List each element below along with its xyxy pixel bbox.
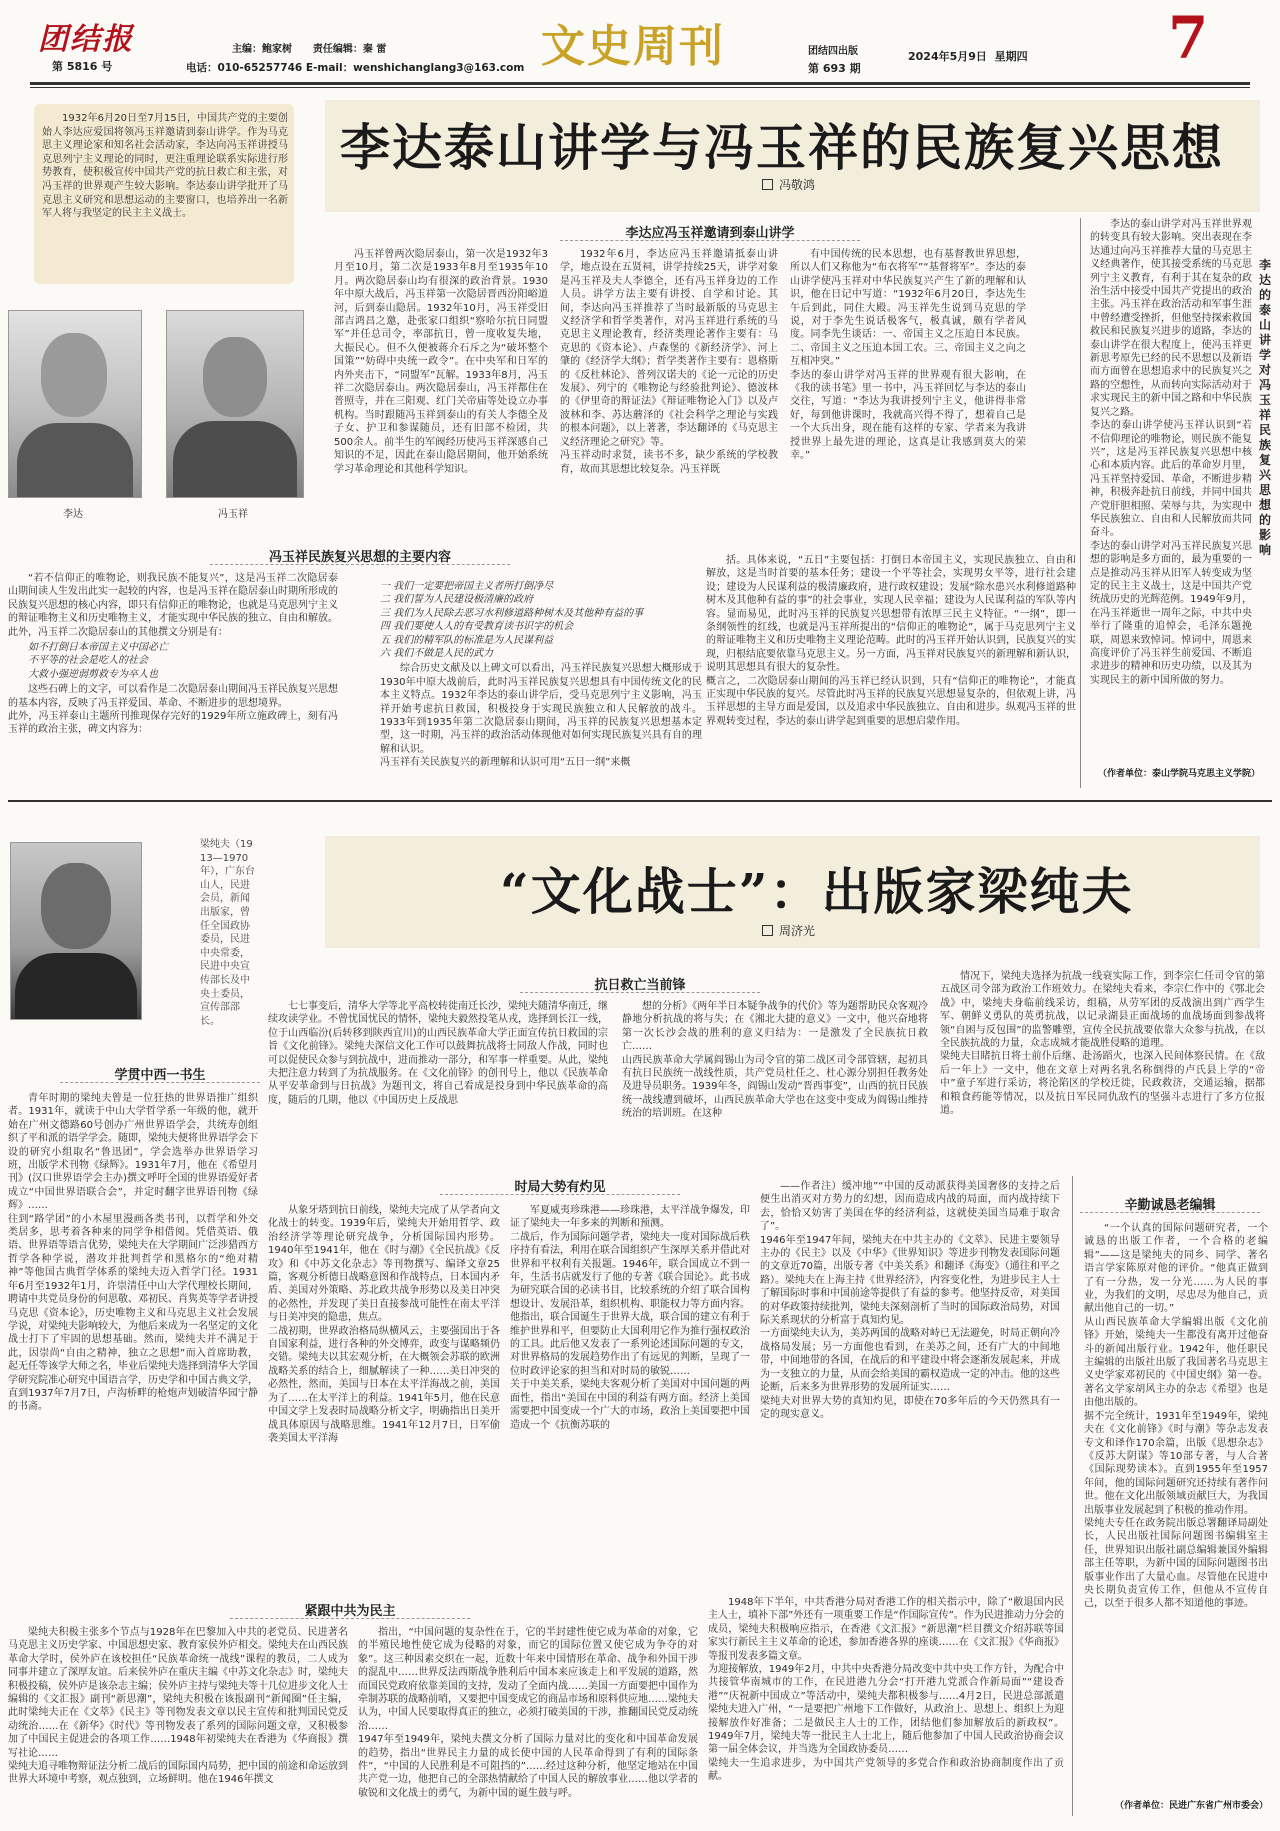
article1-col4-sign: （作者单位：泰山学院马克思主义学院）	[1097, 769, 1260, 779]
portrait-head-shape	[203, 337, 267, 417]
article1-lede: 1932年6月20日至7月15日，中国共产党的主要创始人李达应爱国将领冯玉祥邀请到泰山讲学。作为马克思主义理论家和知名社会活动家，李达向冯玉祥讲授马克思列宁主义理论的同时，更注重理论联系实际进行形势教育，使积极宣传中国共产党的抗日救亡和主张，对冯玉祥的世界观产生较大影响。李达泰山讲学批开了马克思主义研究和思想运动的主要窗口，也培养出一名新军人将与我坚定的民主主义战士。	[42, 113, 288, 220]
article2-subhead-3: 时局大势有灼见	[514, 1180, 606, 1195]
article2-col7: ——作者注）缓冲地”“中国的反动派获得美国奢侈的支持之后便生出消灭对方势力的幻想，因而造成内战的局面，而内战持续下去，恰恰又妨害了美国在华的经济利益，这就使美国当局难于取舍了”。 1946年至1947年间，梁纯夫在中共主办的《文萃》、民进主要领导主办的《民主》以及《中华》《世界知识》等进步刊物发表国际问题的文章近70篇，出版专著《中美关系》和翻译《海变》（通往和平之路）。梁纯夫在上海主持《世界经济》，内容变化性，为进步民主人士了解国际时事和中国前途等提供了有益的参考。他坚持反帝，对美国的对华政策持续批判，梁纯夫深刻剖析了当时的国际政治局势，对国际关系现状的分析富于真知灼见。 一方面梁纯夫认为，美苏两国的战略对峙已无法避免，时局正朝向冷战格局发展；另一方面他也看到，在美苏之间，还有广大的中间地带，中间地带的各国，在战后的和平建设中将会逐渐发展起来，并成为一支独立的力量，从而会给美国的霸权造成一定的冲击。他的这些论断，后来多为世界形势的发展所证实…… 梁纯夫对世界大势的真知灼见，即使在70多年后的今天仍然具有一定的现实意义。	[760, 1181, 1060, 1420]
column-divider	[1072, 1176, 1073, 1816]
masthead	[0, 0, 1280, 86]
list-item: 四 我们要使人人的有受教育读书识字的机会	[380, 621, 574, 633]
article2-col5: 从象牙塔到抗日前线，梁纯夫完成了从学者向文化战士的转变。1939年后，梁纯夫开始用哲学、政治经济学等理论研究战争，分析国际国内形势。1940年至1941年，他在《时与潮》《全民抗战》《反攻》和《中苏文化杂志》等刊物撰写、编译文章25篇，客观分析德日战略意图和作战特点，日本国内矛盾、美国对外策略、苏北政共战争形势以及美日冲突的必然性，并发现了美日直接参战可能性在南太平洋与日美冲突的隐患，焦点。 二战初期，世界政治格局纵横风云，主要强国出于各自国家利益，进行各种的外交博弈，政变与谋略频仍交错。梁纯夫以其宏观分析，在大概领会苏联的欧洲战略关系的结合上，细腻解读了一种……美日冲突的必然性，然而，美国与日本在太平洋海战之前，美国为了……在太平洋上的利益。1941年5月，他在民意中国文学上发表时局战略分析文字，明确指出日美开战具体原因与战略思维。1941年12月7日，日军偷袭美国太平洋海	[268, 1205, 500, 1444]
list-item: 大救小强逆弱剪救专为卒人也	[28, 668, 158, 680]
article1-col1: 冯玉祥曾两次隐居泰山，第一次是1932年3月至10月，第二次是1933年8月至1935年10月。两次隐居泰山均有很深的政治背景。1930年中原大战后，冯玉祥第一次隐居晋西汾阳峪道河，后到泰山隐居。1932年10月，冯玉祥受旧部吉鸿昌之邀，赴张家口组织“察哈尔抗日同盟军”并任总司令，率部抗日，曾一度收复失地，大振民心。但不久便被蒋介石斥之为“破坏整个国策”“妨碍中央统一政令”。在中央军和日军的内外夹击下，“同盟军”瓦解。1933年8月，冯玉祥二次隐居泰山。两次隐居泰山，冯玉祥都住在普照寺，并在三阳观、红门关帝庙等处设立办事机构。当时跟随冯玉祥到泰山的有关人李德全及子女、护卫和参谋随员，还有旧部不检团，共500余人。前半生的军阀经历使冯玉祥深感自己知识的不足，因此在泰山隐居期间，他开始系统学习革命理论和其他科学知识。	[334, 249, 548, 475]
article1-bottom-col1	[8, 572, 338, 782]
issue-date: 2024年5月9日 星期四	[908, 50, 1028, 63]
article1-col2: 1932年6月，李达应冯玉祥邀请抵泰山讲学，地点设在五贤祠，讲学持续25天，讲学对象是冯玉祥及夫人李德全，还有冯玉祥身边的工作人员。讲学方法主要有讲授、自学和讨论。其间，李达向冯玉祥推荐了当时最新版的马克思主义经济学和哲学类著作，对冯玉祥进行系统的马克思主义理论教育，经济类理论著作主要有：马克思的《资本论》、卢森堡的《新经济学》、河上肇的《经济学大纲》；哲学类著作主要有：恩格斯的《反杜林论》、普列汉诺夫的《论一元论的历史发展》、列宁的《唯物论与经验批判论》、德波林的《伊里奇的辩证法》《辩证唯物论入门》以及卢波林和李、苏达蘑泽的《社会科学之理论与实践的根本问题》，以上著著，李达翻译的《马克思主义经济理论之研究》等。 冯玉祥动时求贤，读书不多，缺少系统的学校教育，故而其思想比较复杂。冯玉祥既	[560, 249, 778, 475]
portrait-head-shape	[41, 333, 107, 417]
article2-author	[762, 922, 815, 939]
subhead-rule	[1080, 1212, 1260, 1213]
article2-author-name: 周济光	[779, 924, 816, 938]
subhead-rule	[210, 564, 510, 565]
stele-list-left	[28, 641, 338, 681]
column-divider	[1080, 218, 1081, 788]
article1-vertical-subhead: 李达的泰山讲学对冯玉祥民族复兴思想的影响	[1258, 258, 1271, 557]
article2-subhead-5: 紧跟中共为民主	[304, 1604, 396, 1619]
portrait-head-shape	[41, 863, 111, 949]
article1-col4: 李达的泰山讲学对冯玉祥世界观的转变具有较大影响。突出表现在李达通过向冯玉祥推荐大量的马克思主义经典著作，使其接受系统的马克思列宁主义教育，有利于其在复杂的政治生活中接受中国共产党提出的政治主张。冯玉祥在政治活动和军事生涯中曾经遭受挫折，但他坚持探索救国救民和民族复兴进步的道路，李达的泰山讲学在很大程度上，使冯玉祥更新思考原先已经的民不思想以及新语而方面曾在思想追求中的民族复兴之路的空想性，从而转向实际活动对于求实现民主的新中国之路和中华民族复兴之路。 李达的泰山讲学使冯玉祥认识到“若不信仰理论的唯物论，则民族不能复兴”，这是冯玉祥民族复兴思想中核心和本质内容。此后的革命岁月里，冯玉祥坚持爱国、革命，不断进步精神，积极奔赴抗日前线，并同中国共产党肝胆相照、荣辱与共，为实现中华民族独立、自由和人民解放而共同奋斗。 李达的泰山讲学对冯玉祥民族复兴思想的影响是多方面的，最为重要的一点是推动冯玉祥从旧军人转变成为坚定的民主主义战士，这是中国共产党统战历史的光辉范例。1949年9月，在冯玉祥逝世一周年之际，中共中央举行了隆重的追悼会，毛泽东题挽联，周恩来致悼词。悼词中，周恩来高度评价了冯玉祥生前爱国、不断追求进步的精神和历史功绩，以及其为实现民主的新中国所做的努力。	[1090, 219, 1252, 686]
article1-subhead-2: 冯玉祥民族复兴思想的主要内容	[268, 550, 451, 565]
article1-bottom-col2	[380, 580, 702, 780]
portrait-body-shape	[15, 953, 137, 1020]
page-number: 7	[1168, 4, 1209, 72]
article2-subhead-2: 抗日救亡当前锋	[594, 978, 686, 993]
list-item: 不平等的社会是吃人的社会	[28, 655, 148, 667]
portrait-liang-chunfu	[10, 842, 142, 1020]
article2-col8: “一个认真的国际问题研究者，一个诚恳的出版工作者，一个合格的老编辑”——这是梁纯夫的同乡、同学、著名语言学家陈原对他的评价。“他真正做到了有一分热，发一分光……为人民的事业，为我们的文明，尽忠尽为他自己，贡献出他自己的一切。” 从山西民族革命大学编辑出版《文化前锋》开始，梁纯夫一生都没有离开过他奋斗的新闻出版行业。1942年，他任职民主编辑的出版社出版了我国著名马克思主义史学家邓初民的《中国史纲》第一卷。著名文学家胡风主办的杂志《希望》也是由他出版的。 据不完全统计，1931年至1949年，梁纯夫在《文化前锋》《时与潮》等杂志发表专文和译作170余篇，出版《思想杂志》《反苏大阴谋》等10部专著，与人合著《国际现势读本》。直到1955年至1957年间，他的国际问题研究还持续有著作问世。他在文化出版领域贡献巨大，为我国出版事业发展起到了积极的推动作用。 梁纯夫专任在政务院出版总署翻译局副处长，人民出版社国际问题图书编辑室主任，世界知识出版社副总编辑兼国外编辑部主任等职，为新中国的国际问题图书出版事业作出了大量心血。尽管他在民进中央长期负责宣传工作，但他从不宣传自己，以至于很多人都不知道他的事迹。	[1084, 1223, 1268, 1610]
section-title: 文史周刊	[541, 21, 725, 72]
article1-col3: 有中国传统的民本思想，也有基督教世界思想，所以人们又称他为“布衣将军”“基督将军”。李达的泰山讲学使冯玉祥对中华民族复兴产生了新的理解和认识，他在日记中写道：“1932年6月20日，李达先生午后到此，同住大殿。冯玉祥先生说到马克思的学说，对于李先生说话极客气，极真诚，颇有学者风度。同李先生谈话：一、帝国主义之压迫日本民族。二、帝国主义之压迫本国工农。三、帝国主义之向之互相冲突。” 李达的泰山讲学对冯玉祥的世界观有很大影响，在《我的读书笔》里一书中，冯玉祥回忆与李达的泰山交往，写道：“李达为我讲授列宁主义，他讲得非常好，每到他讲课时，我就高兴得不得了，想着自己是一个大兵出身，现在能有这样的专家、学者来为我讲授世界上最先进的理论，这真是让我感到莫大的荣幸。”	[790, 249, 1026, 462]
article1-bottom-col1-text-b: 这些石碑上的文字，可以看作是二次隐居泰山期间冯玉祥民族复兴思想的基本内容，反映了冯玉祥爱国、革命、不断进步的思想境界。 此外，冯玉祥泰山主题所刊推现保存完好的1929年所立施政碑上，刻有冯玉祥的政治主张，碑文内容为：	[8, 684, 338, 736]
article2-col4: 情况下，梁纯夫选择为抗战一线衰实际工作，到李宗仁任司令官的第五战区司令部为政治工作班效力。在梁纯夫看来，李宗仁作中的《鄂北会战》中，梁纯夫身临前线采访，组稿，从劳军团的反战演出到广西学生军、朝鲜义勇队的英勇抗战，以记录湖县正面战场的血战场面到参战将领“自困与反包围”的监警雕塑，宣传全民抗战要依靠大众参与抗战，在以全民族抗战的力量，众志成城才能战胜侵略的道理。 梁纯夫目睹抗日将士前仆后继、赴汤蹈火，也深入民间体察民情。在《敌后一年上》一文中，他在文章上对两名乳名称倒得的卢氏县上学的“帝中”童子军进行采访，将沦陷区的学校迁徙，民政救济，交通运输，据都和粮食药能等情况，以及抗日军民同仇敌忾的坚强斗志进行了多方位报道。	[940, 971, 1265, 1117]
article2-subhead-4: 辛勤诚恳老编辑	[1124, 1198, 1216, 1213]
portrait-body-shape	[173, 421, 297, 498]
article1-bottom-col3: 括。具体来说，“五日”主要包括：打倒日本帝国主义，实现民族独立、自由和解放，这是当时首要的基本任务；建设一个平等社会，实现男女平等，进行社会建设；建设为人民谋利益的极清廉政府，进行政权建设；发展“除水患兴水利修道路种树木及其他种有益的事”的社会事业，实现人民幸福；建设为人民谋利益的军队等内容。显而易见，此时冯玉祥的民族复兴思想带有浓厚三民主义特征。“一纲”，即一条纲领性的红线，也就是冯玉祥所提出的“信仰正的唯物论”，属于马克思列宁主义的辩证唯物主义和历史唯物主义理论范畴。此时的冯玉祥开始认识到，民族复兴的实现，归根结底要依靠马克思主义。另一方面，冯玉祥对民族复兴的新理解和新认识，说明其思想具有很大的复杂性。 概言之，二次隐居泰山期间的冯玉祥已经认识到，只有“信仰正的唯物论”，才能真正实现中华民族的复兴。尽管此时冯玉祥的民族复兴思想显复杂的，但依观上讲，冯玉祥思想的主导方面是爱国，以及追求中华民族独立、自由和进步。纵观冯玉祥的世界观转变过程，李达的泰山讲学起到重要的思想启蒙作用。	[706, 555, 1076, 727]
subhead-rule	[520, 992, 760, 993]
portrait-li-da	[8, 310, 142, 498]
article-separator	[8, 800, 1272, 802]
article2-col1: 青年时期的梁纯夫曾是一位狂热的世界语推广组织者。1931年，就读于中山大学哲学系一年级的他，就开始在广州文德路60号创办广州世界语学会，共统寿创组织了平和派的语学学会。随即，梁纯夫便将世界语学会下设的研究小组取名“鲁迅团”，学会选举办世界语学习班，出版学术刊物《绿辉》。1931年7月，他在《希望月刊》(汉口世界语学会主办)撰文呼吁全国的世界语爱好者成立“中国世界语联合会”，并定时翻字世界语刊物《绿辉》…… 往到“路学团”的小木屋里漫画各类书刊，以哲学和外交类居多，思考着各种来的同学争相借阅。凭借英语、俄语、世界语等语言优势，梁纯夫在大学期间广泛涉猎西方哲学各种学说，潜攻并批判哲学和黑格尔的“绝对精神”等他国古典哲学体系的梁纯夫迈入哲学门径。1931年6月至1932年1月，许崇清任中山大学代理校长期间，聘请中共党员身份的何思敬、邓初民、肖隽英等学者讲授马克思《资本论》，历史唯物主义和马克思主义社会发展学说，对梁纯夫影响较大，为他后来成为一名坚定的文化战士打下了牢固的思想基础。然而，梁纯夫并不满足于此，因崇尚“自由之精神，独立之思想”而入首席助教，起无任等该学大师之名，毕业后梁纯夫选择到清华大学国学研究院准心研究中国语言学，历史学和中国古典文学，直到1937年7月7日，卢沟桥畔的枪炮声划破清华园宁静的书斋。	[8, 1093, 258, 1413]
masthead-rule	[30, 82, 1250, 85]
weekly-edition: 团结四出版	[808, 46, 858, 57]
paper-name: 团结报	[38, 22, 134, 57]
subhead-rule	[230, 1618, 470, 1619]
author-marker-icon	[762, 179, 773, 190]
caption-li-da: 李达	[63, 509, 83, 520]
article2-title: “文化战士”：出版家梁纯夫	[500, 862, 1134, 921]
article1-author-name: 冯敬鸿	[779, 178, 816, 192]
article2-bottom-col1: 梁纯夫积极主张多个节点与1928年在巴黎加入中共的老党员、民进著名马克思主义历史学家、中国思想史家、教育家侯外庐相交。梁纯夫在山西民族革命大学时，侯外庐在该校担任“民族革命统一战线”课程的教员，二人成为同事并建立了深厚友谊。后来侯外庐在重庆主编《中苏文化杂志》时，梁纯夫积极投稿，侯外庐是该杂志主编；侯外庐主持与梁纯夫等十几位进步文化人士编辑的《文汇报》副刊“新思潮”，梁纯夫积极在该报副刊“新闻圈”任主编，此时梁纯夫正在《文萃》《民主》等刊物发表文章以民主宣传和批判国民党反动统治……在《新华》《时代》等刊物发表了系列的国际问题文章，又积极参加了中国民主促进会的各项工作……1948年初梁纯夫在香港为《华商报》撰写社论…… 梁纯夫追寻唯物辩证法分析二战后的国际国内局势，把中国的前途和命运放到世界大环境中考察，观点独到，立场鲜明。他在1946年撰文	[8, 1627, 348, 1786]
portrait-caption-liang: 梁纯夫（1913—1970年），广东台山人，民进会员，新闻出版家，曾任全国政协委员，民进中央常委，民进中央宣传部长及中央土委员，宣传部部长。	[200, 839, 255, 1027]
subhead-rule	[60, 1082, 260, 1083]
subhead-rule	[560, 240, 860, 241]
issue-total: 第 5816 号	[52, 60, 113, 73]
editor-line: 主编：鲍家树 责任编辑：秦 雷	[232, 44, 387, 55]
list-item: 六 我们不做是人民的武力	[380, 648, 494, 660]
author-marker-icon	[762, 925, 773, 936]
article2-col2: 七七事变后，清华大学等北平高校转徙南迁长沙，梁纯夫随清华南迁，继续攻读学业。不曾忧国忧民的情怀，梁纯夫毅然投笔从戎，选择到长江一线，位于山西临汾(后转移到陕西宜川)的山西民族革命大学正面宣传抗日救国的宗旨《文化前锋》。梁纯夫深信文化工作可以鼓舞抗战将士同敌人作战，同时也可以促使民众参与到抗战中，进而推动一部分，和军事一样重要。从此，梁纯夫把注意力转到了为抗战服务。在《文化前锋》的创刊号上，他以《民族革命从平安革命到与日抗战》为题刊文，将自己看成是投身到中华民族革命的高度，随后的几期，他以《中国历史上反战思	[268, 1001, 608, 1106]
article2-col6: 军夏威夷珍珠港——珍珠港，太平洋战争爆发，印证了梁纯夫一年多来的判断和预测。 二战后，作为国际问题学者，梁纯夫一度对国际战后秩序持有看法，利用在联合国组织产生深厚关系并借此对世界和平权利有关报题。1946年，联合国成立不到一年，生活书店就发行了他的专著《联合国论》。此书成为研究联合国的必读书目，比较系统的介绍了联合国构想设计、发展沿革，组织机构、职能权力等方面内容。他指出，联合国诞生于世界大战，联合国的建立有利于维护世界和平，但要防止大国利用它作为推行强权政治的工具。此后他又发表了一系列论述国际问题的专文，对世界格局的发展趋势作出了有远见的判断，呈现了一位时政评论家的担当和对时局的敏锐…… 关于中美关系，梁纯夫客观分析了美国对中国问题的两面性，指出“美国在中国的利益有两方面。经济上美国需要把中国变成一个广大的市场，政治上美国要把中国造成一个《抗衡苏联的	[510, 1205, 750, 1431]
article2-bottom-col2: 指出，“中国问题的复杂性在于，它的半封建性使它成为革命的对象，它的半殖民地性使它成为侵略的对象，而它的国际位置又使它成为争夺的对象”。这三种因素交织在一起，近数十年来中国情形在革命、战争和外国干涉的混乱中……世界反法西斯战争胜利后中国本来应该走上和平发展的道路，然而国民党政府依靠美国的支持，发动了全面内战……美国一方面要把中国作为牵制苏联的战略前哨，又要把中国变成它的商品市场和原料供应地……梁纯夫认为，中国人民要取得真正的独立，必须打破美国的干涉，推翻国民党反动统治…… 1947年至1949年，梁纯夫撰文分析了国际力量对比的变化和中国革命发展的趋势，指出“世界民主力量的成长使中国的人民革命得到了有利的国际条件”，“中国的人民胜利是不可阻挡的”……经过这种分析，他坚定地站在中国共产党一边，他把自己的全部热情献给了中国人民的解放事业……他以学者的敏锐和文化战士的勇气，为新中国的诞生鼓与呼。	[358, 1627, 698, 1799]
portrait-feng-yuxiang	[166, 310, 304, 498]
article2-col8-sign: （作者单位：民进广东省广州市委会）	[1114, 1801, 1268, 1811]
caption-feng-yuxiang: 冯玉祥	[218, 509, 248, 520]
article2-col3: 想的分析》《两年半日本疑争战争的代价》等为题帮助民众客观冷静地分析抗战的将与失；在《湘北大捷的意义》一文中，他兴奋地将第一次长沙会战的胜利的意义归结为：一是激发了全民族抗日救亡…… 山西民族革命大学属阎锡山为司令官的第二战区司令部管辖，起初具有抗日民族统一战线性质，共产党员杜任之、杜心源分别担任教务处及进导员职务。1939年冬，阎锡山发动“晋西事变”，山西的抗日民族统一战线遭到破坏，山西民族革命大学也在这变中变成为阎锡山维持统治的培训班。在这种	[622, 1001, 928, 1120]
contact-line: 电话：010-65257746 E-mail：wenshichanglang3@163.com	[186, 62, 525, 74]
article1-bottom-col2-text: 综合历史文献及以上碑文可以看出，冯玉祥民族复兴思想大概形成于1930年中原大战前后，此时冯玉祥民族复兴思想具有中国传统文化的民本主义特点。1932年李达的泰山讲学后，受马克思列宁主义影响，冯玉祥开始考虑抗日救国，积极投身于实现民族独立和人民解放的战斗。1933年到1935年第二次隐居泰山期间，冯玉祥的民族复兴思想基本定型，这一时期，冯玉祥的政治活动体现他对如何实现民族复兴具有自的理解和认识。 冯玉祥有关民族复兴的新理解和认识可用“五日一纲”来概	[380, 663, 702, 769]
portrait-body-shape	[17, 423, 133, 498]
list-item: 如不打倒日本帝国主义中国必亡	[28, 642, 168, 654]
article2-bottom-col3: 1948年下半年，中共香港分局对香港工作的相关指示中，除了“敝退国内民主人士，填补下部”外还有一项重要工作是“作国际宣传”。作为民进推动力分会的成员，梁纯夫积极响应指示，在香港《文汇报》“新思潮”栏目撰文介绍苏联等国家实行新民主主义革命的论述，参加香港各界的座谈……在《文汇报》《华商报》等报刊发表多篇文章。 为迎接解放，1949年2月，中共中央香港分局改变中共中央工作方针，为配合中共接管华南城市的工作，在民进港九分会“打开港九党派合作新局面”“建设香港”“庆祝新中国成立”等活动中，梁纯夫都积极参与……4月2日，民进总部派遣梁纯夫进入广州，“一是要把广州地下工作做好，从政治上、思想上、组织上为迎接解放作好准备；二是做民主人士的工作，团结他们参加解放后的新政权”。1949年7月，梁纯夫等一批民主人士北上，随后他参加了中国人民政治协商会议第一届全体会议，并当选为全国政协委员…… 梁纯夫一生追求进步，为中国共产党领导的多党合作和政治协商制度作出了贡献。	[708, 1597, 1064, 1783]
article2-subhead-1: 学贯中西一书生	[114, 1068, 206, 1083]
article1-bottom-col1-text: “若不信仰正的唯物论，则我民族不能复兴”，这是冯玉祥二次隐居泰山期间读人生发出此实一起较的内容，也是冯玉祥在隐居泰山时期所形成的民族复兴思想的核心内容，即只有信仰正的唯物论，也就是马克思列宁主义的辩证唯物主义和历史唯物主义，才能实现中华民族的独立、自由和解放。此外，冯玉祥二次隐居泰山的其他撰文分别是有：	[8, 573, 338, 638]
list-item: 一 我们一定要把帝国主义者所打倒净尽	[380, 581, 554, 592]
article1-title: 李达泰山讲学与冯玉祥的民族复兴思想	[340, 118, 1224, 177]
list-item: 二 我们誓为人民建设极清廉的政府	[380, 594, 534, 606]
list-item: 五 我们的精军队的标准是为人民谋利益	[380, 634, 554, 646]
weekly-issue: 第 693 期	[808, 62, 861, 75]
stele-list-mid	[380, 580, 702, 660]
masthead-rule-thin	[30, 87, 1250, 88]
article1-subhead-1: 李达应冯玉祥邀请到泰山讲学	[625, 226, 795, 241]
subhead-rule	[440, 1194, 680, 1195]
list-item: 三 我们为人民除去恶习水利修道路种树木及其他种有益的事	[380, 607, 644, 619]
article1-author	[762, 176, 815, 193]
